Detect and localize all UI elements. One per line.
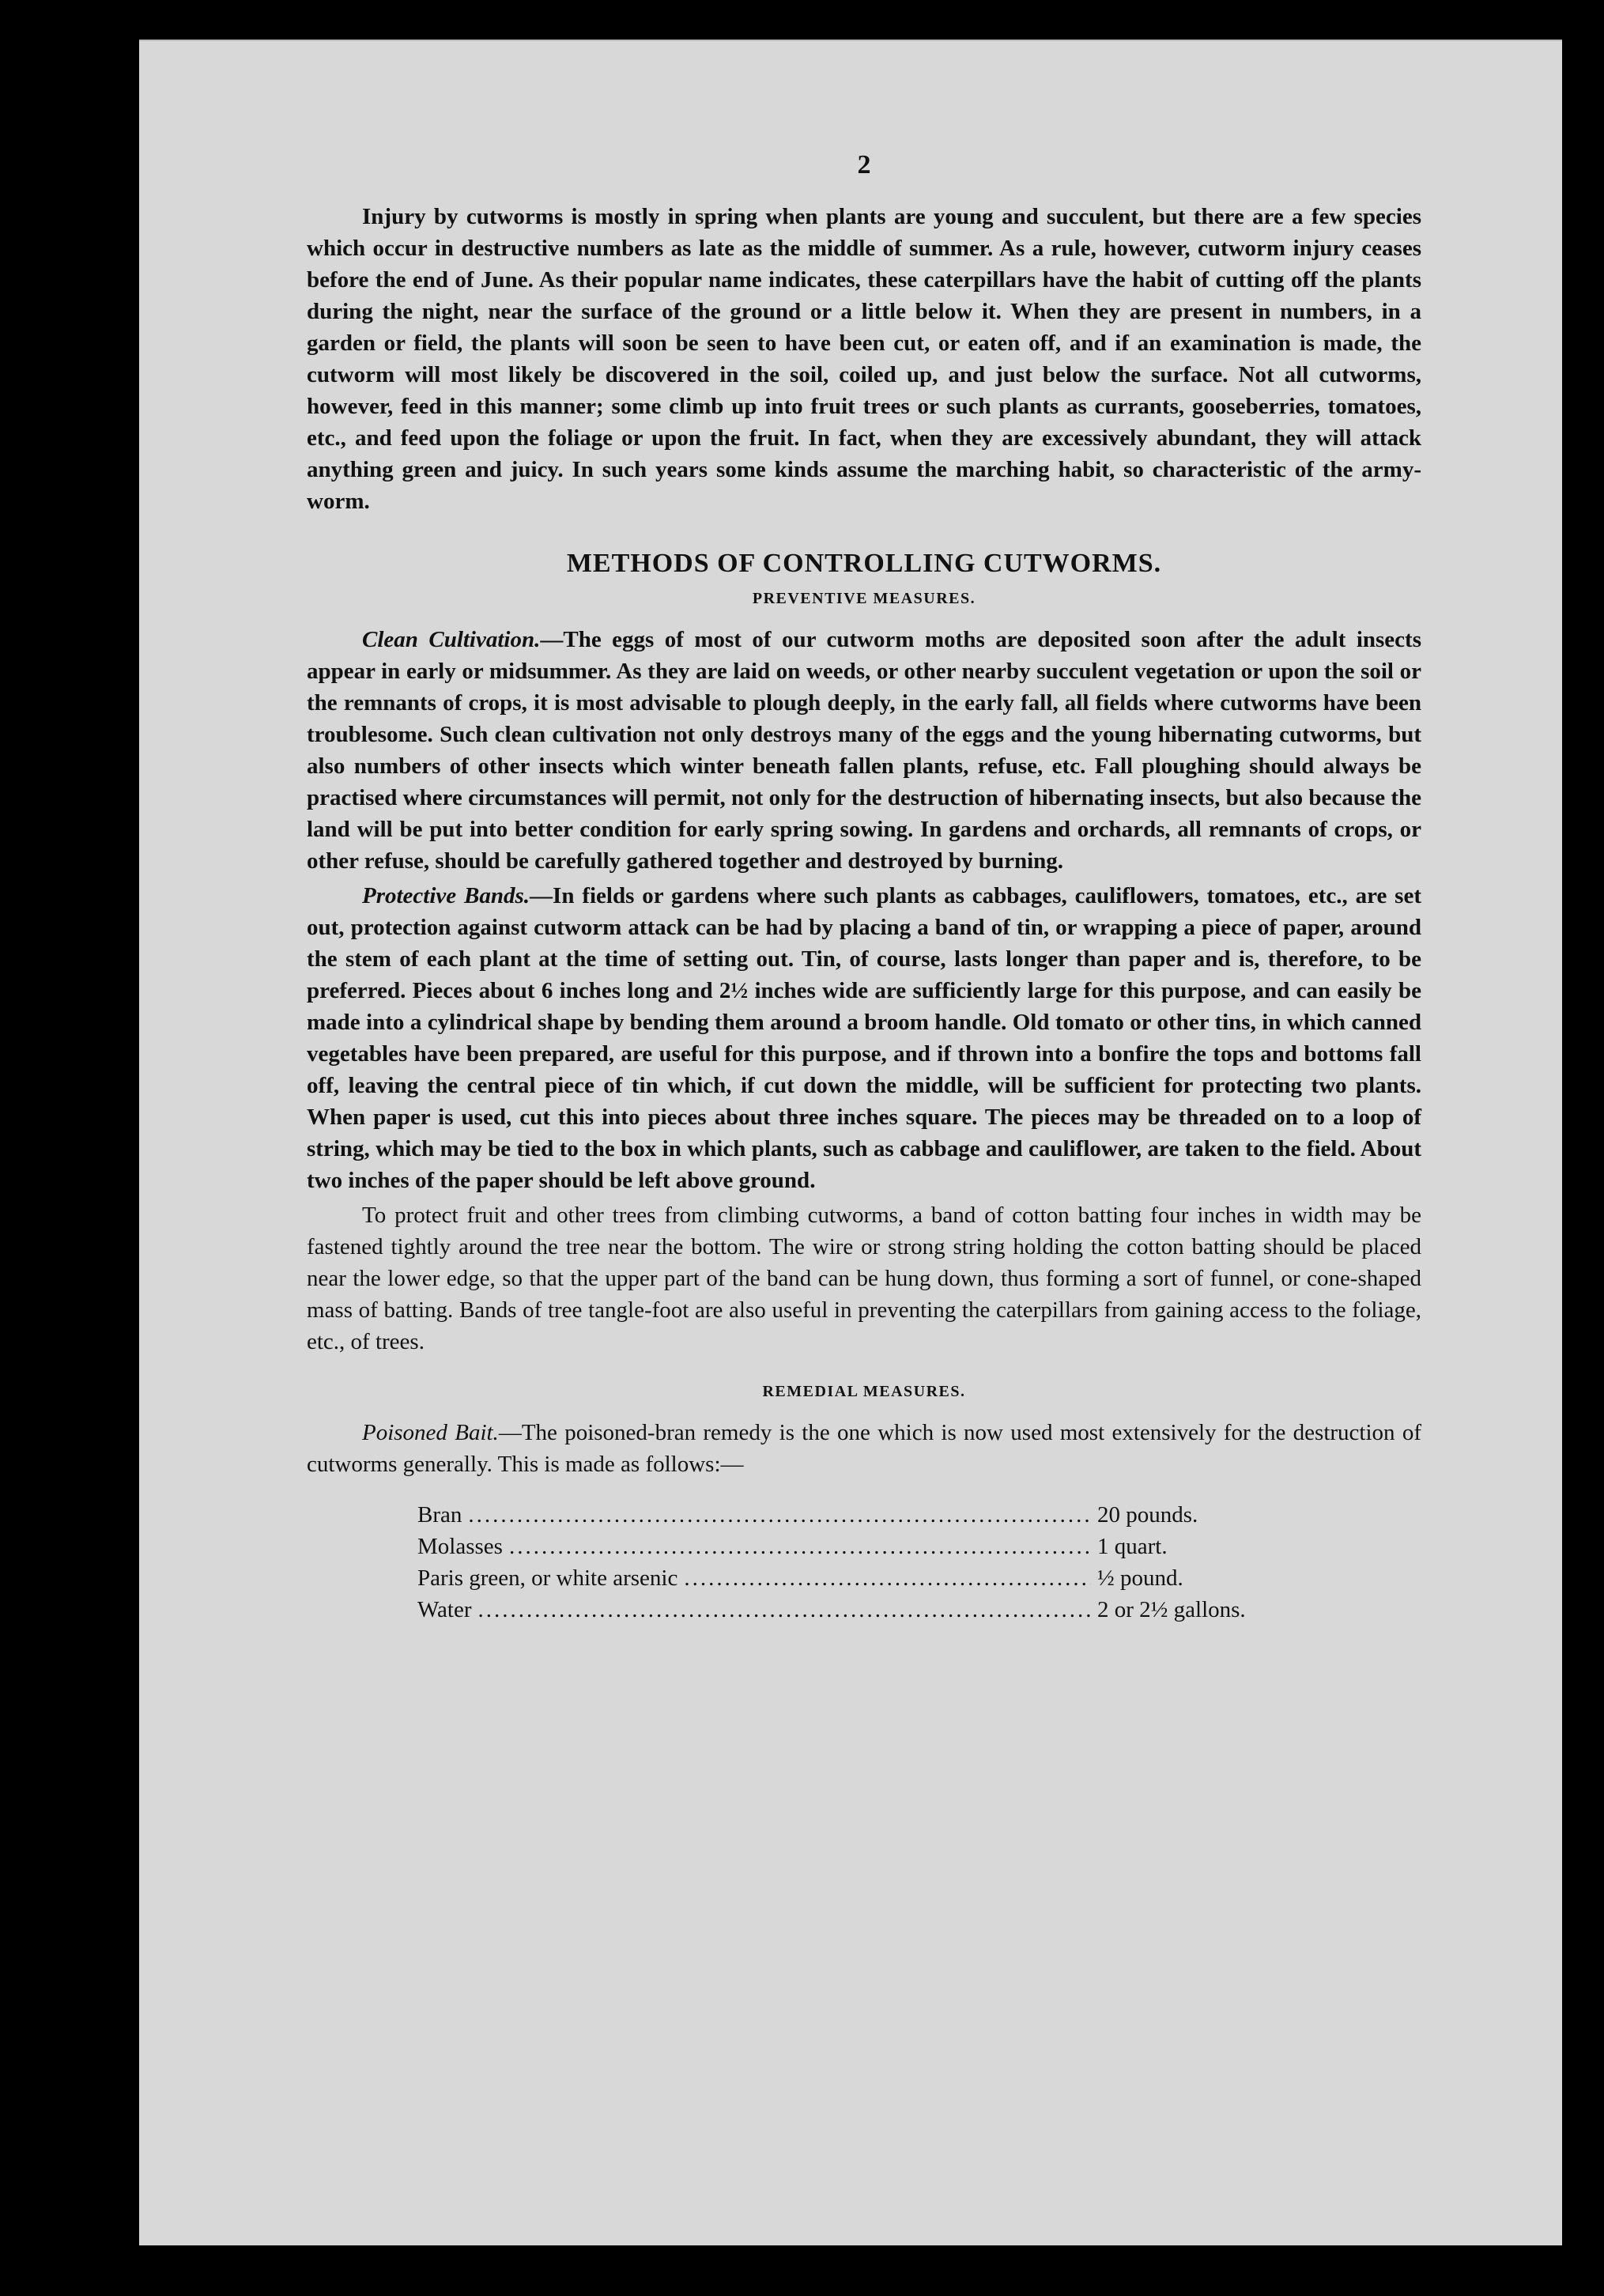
poisoned-bait-text: —The poisoned-bran remedy is the one which is now used most extensively for the destruction of cutworms generally. This is made as follows:— — [307, 1420, 1421, 1477]
section-heading: METHODS OF CONTROLLING CUTWORMS. — [566, 549, 1162, 578]
page-top-edge — [139, 40, 1562, 41]
clean-cultivation-title: Clean Cultivation. — [362, 627, 541, 652]
clean-cultivation-text: —The eggs of most of our cutworm moths are deposited soon after the adult insects appear in early or midsummer. As they are laid on weeds, or other nearby succulent vegetation or upon the soil or the remnants of crops, it is most advisable to plough deeply, in the early fall, all fields where cutworms have been troublesome. Such clean cultivation not only destroys many of the eggs and the young hibernating cutworms, but also numbers of other insects which winter beneath fallen plants, refuse, etc. Fall ploughing should always be practised where circumstances will permit, not only for the destruction of hibernating insects, but also because the land will be put into better condition for early spring sowing. In gardens and orchards, all remnants of crops, or other refuse, should be carefully gathered together and destroyed by burning. — [307, 627, 1421, 874]
protective-bands-paragraph — [307, 880, 1421, 1196]
recipe-quantity: 20 pounds. — [1097, 1502, 1198, 1528]
scanned-page — [139, 40, 1562, 2245]
recipe-quantity: 2 or 2½ gallons. — [1097, 1597, 1246, 1622]
recipe-list — [417, 1499, 1334, 1626]
recipe-row — [417, 1499, 1334, 1531]
leader-dots — [509, 1531, 1091, 1562]
fruit-trees-paragraph: To protect fruit and other trees from climbing cutworms, a band of cotton batting four inches in width may be fastened tightly around the tree near the bottom. The wire or strong string holding the cotton batting should be placed near the lower edge, so that the upper part of the band can be hung down, thus forming a sort of funnel, or cone-shaped mass of batting. Bands of tree tangle-foot are also useful in preventing the caterpillars from gaining access to the foliage, etc., of trees. — [307, 1203, 1421, 1354]
recipe-quantity: 1 quart. — [1097, 1534, 1168, 1559]
recipe-quantity: ½ pound. — [1097, 1565, 1183, 1591]
remedial-measures-heading: REMEDIAL MEASURES. — [762, 1383, 966, 1400]
recipe-item: Paris green, or white arsenic — [417, 1565, 678, 1591]
intro-paragraph: Injury by cutworms is mostly in spring when plants are young and succulent, but there are a few species which occur in destructive numbers as late as the middle of summer. As a rule, however, cutworm injury ceases before the end of June. As their popular name indicates, these caterpillars have the habit of cutting off the plants during the night, near the surface of the ground or a little below it. When they are present in numbers, in a garden or field, the plants will soon be seen to have been cut, or eaten off, and if an examination is made, the cutworm will most likely be discovered in the soil, coiled up, and just below the surface. Not all cutworms, however, feed in this manner; some climb up into fruit trees or such plants as currants, gooseberries, tomatoes, etc., and feed upon the foliage or upon the fruit. In fact, when they are excessively abundant, they will attack anything green and juicy. In such years some kinds assume the marching habit, so characteristic of the army-worm. — [307, 204, 1421, 514]
preventive-measures-heading: PREVENTIVE MEASURES. — [752, 590, 976, 607]
recipe-item: Water — [417, 1597, 472, 1622]
poisoned-bait-title: Poisoned Bait. — [362, 1420, 499, 1445]
clean-cultivation-paragraph — [307, 624, 1421, 877]
page-number: 2 — [857, 150, 871, 179]
leader-dots — [684, 1562, 1091, 1594]
recipe-row — [417, 1594, 1334, 1626]
leader-dots — [468, 1499, 1091, 1531]
page-content — [307, 150, 1421, 1626]
recipe-row — [417, 1531, 1334, 1562]
recipe-item: Bran — [417, 1502, 462, 1528]
poisoned-bait-paragraph — [307, 1417, 1421, 1480]
recipe-item: Molasses — [417, 1534, 503, 1559]
leader-dots — [478, 1594, 1091, 1626]
protective-bands-text: —In fields or gardens where such plants as cabbages, cauliflowers, tomatoes, etc., are set out, protection against cutworm attack can be had by placing a band of tin, or wrapping a piece of paper, around the stem of each plant at the time of setting out. Tin, of course, lasts longer than paper and is, therefore, to be preferred. Pieces about 6 inches long and 2½ inches wide are sufficiently large for this purpose, and can easily be made into a cylindrical shape by bending them around a broom handle. Old tomato or other tins, in which canned vegetables have been prepared, are useful for this purpose, and if thrown into a bonfire the tops and bottoms fall off, leaving the central piece of tin which, if cut down the middle, will be sufficient for protecting two plants. When paper is used, cut this into pieces about three inches square. The pieces may be threaded on to a loop of string, which may be tied to the box in which plants, such as cabbage and cauliflower, are taken to the field. About two inches of the paper should be left above ground. — [307, 883, 1422, 1193]
recipe-row — [417, 1562, 1334, 1594]
protective-bands-title: Protective Bands. — [362, 883, 530, 908]
